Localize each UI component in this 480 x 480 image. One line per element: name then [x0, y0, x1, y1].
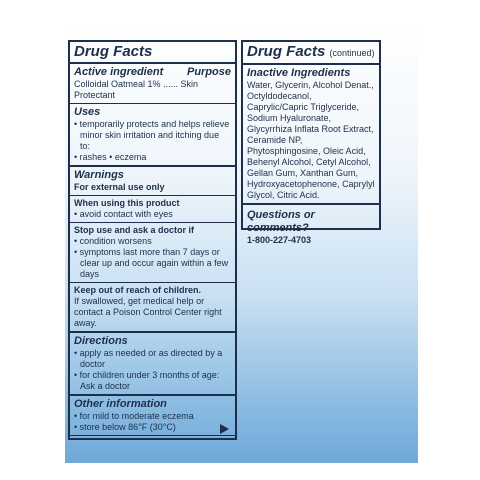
drug-facts-continued-panel	[241, 40, 381, 245]
uses-section	[70, 104, 235, 167]
stop-use-section	[70, 223, 235, 283]
when-using-heading: When using this product	[74, 198, 180, 208]
uses-item: • temporarily protects and helps relieve minor skin irritation and itching due to:	[74, 119, 230, 151]
purpose-heading: Purpose	[186, 66, 231, 78]
inactive-ingredients-text: Water, Glycerin, Alcohol Denat., Octyldodecanol, Caprylic/Capric Triglyceride, Sodium Hyaluronate, Glycyrrhiza Inflata Root Extract, Ceramide NP, Phytosphingosine, Oleic Acid, Behenyl Alcohol, Cetyl Alcohol, Gellan Gum, Xanthan Gum, Hydroxyacetophenone, Caprylyl Glycol, Citric Acid.	[247, 80, 375, 200]
other-info-item: • for mild to moderate eczema	[74, 411, 194, 421]
active-ingredient-heading: Active ingredient	[74, 66, 164, 78]
inactive-ingredients-section	[243, 65, 379, 205]
warnings-section	[70, 167, 235, 196]
stop-use-heading: Stop use and ask a doctor if	[74, 225, 195, 235]
inactive-ingredients-heading: Inactive Ingredients	[247, 67, 351, 79]
triangle-right-icon	[220, 424, 229, 434]
active-ingredient-line: Colloidal Oatmeal 1% ...... Skin Protectant	[74, 79, 199, 100]
external-use-text: For external use only	[74, 182, 165, 192]
phone-number: 1-800-227-4703	[247, 235, 312, 245]
directions-heading: Directions	[74, 335, 128, 347]
keep-out-section	[70, 283, 235, 333]
other-info-item: • store below 86°F (30°C)	[74, 422, 176, 432]
directions-item: • for children under 3 months of age: Ask a doctor	[74, 370, 220, 391]
when-using-section	[70, 196, 235, 223]
questions-section	[243, 205, 379, 248]
continued-title-text: Drug Facts	[247, 43, 326, 60]
uses-heading: Uses	[74, 106, 101, 118]
when-using-item: • avoid contact with eyes	[74, 209, 173, 219]
active-ingredient-section	[70, 64, 235, 104]
other-info-heading: Other information	[74, 398, 167, 410]
uses-item: • rashes • eczema	[74, 152, 147, 162]
keep-out-text: If swallowed, get medical help or contact a Poison Control Center right away.	[74, 296, 222, 328]
keep-out-heading: Keep out of reach of children.	[74, 285, 202, 295]
directions-item: • apply as needed or as directed by a doctor	[74, 348, 223, 369]
drug-facts-title: Drug Facts	[70, 42, 235, 64]
warnings-heading: Warnings	[74, 169, 124, 181]
drug-facts-continued-title	[243, 42, 379, 65]
continued-label: (continued)	[329, 48, 375, 58]
drug-facts-panel	[68, 40, 237, 440]
stop-use-item: • condition worsens	[74, 236, 152, 246]
directions-section	[70, 333, 235, 396]
questions-heading: Questions or comments?	[247, 209, 315, 234]
stop-use-item: • symptoms last more than 7 days or clear up and occur again within a few days	[74, 247, 229, 279]
other-info-section	[70, 396, 235, 436]
